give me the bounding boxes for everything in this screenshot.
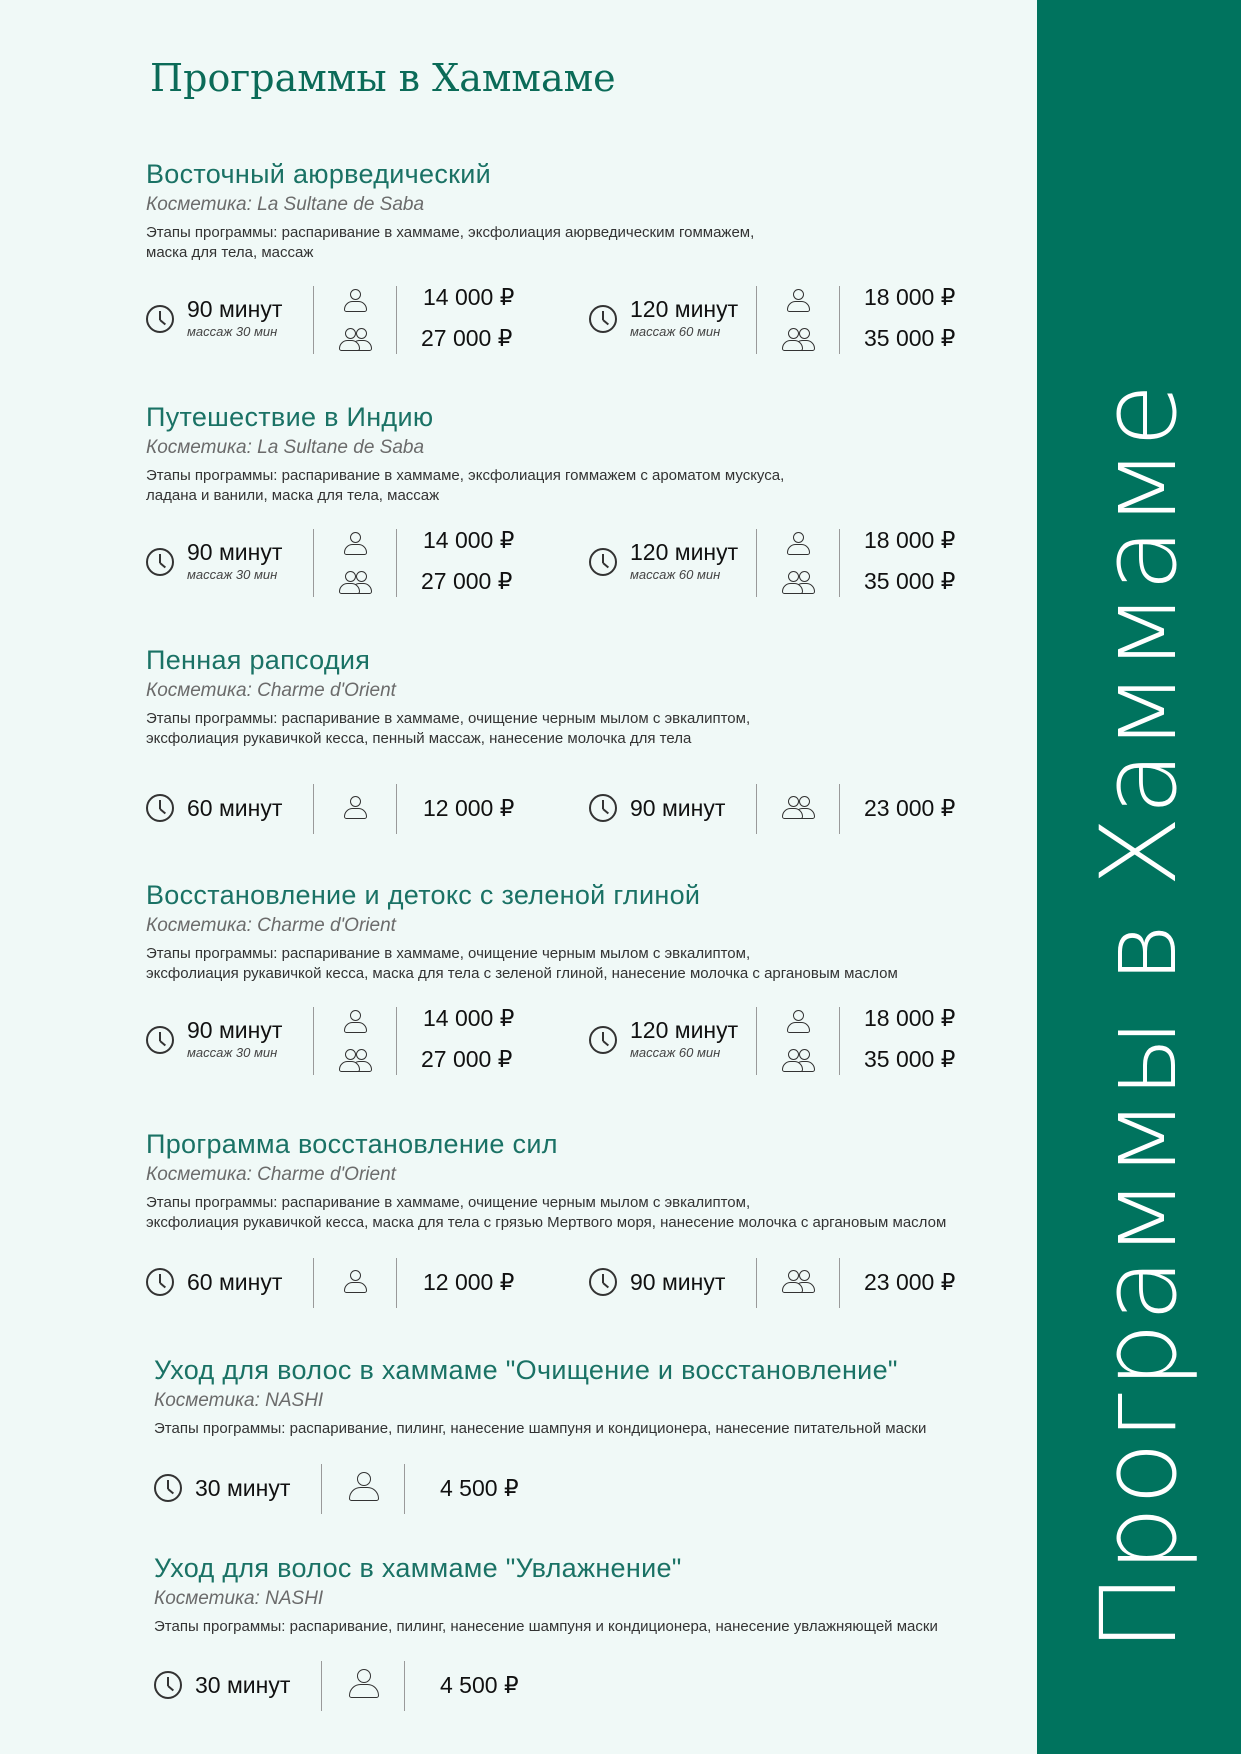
single-price: 14 000 ₽ <box>423 284 515 310</box>
clock-icon <box>146 1026 174 1054</box>
clock-icon <box>589 548 617 576</box>
single-price: 14 000 ₽ <box>423 1005 515 1031</box>
couple-price: 27 000 ₽ <box>421 325 513 351</box>
divider <box>396 1007 397 1075</box>
divider <box>321 1661 322 1711</box>
clock-icon <box>146 1268 174 1296</box>
divider <box>313 1007 314 1075</box>
duration: 90 минут <box>187 296 283 322</box>
program-stages <box>154 1617 1034 1637</box>
program-stages-line: Этапы программы: распаривание в хаммаме, эксфолиация гоммажем с ароматом мускуса, <box>146 467 785 484</box>
duration: 90 минут <box>187 539 283 565</box>
divider <box>839 529 840 597</box>
program-cosmetics: Косметика: Charme d'Orient <box>146 680 396 701</box>
divider <box>756 784 757 834</box>
program-stages-line: Этапы программы: распаривание, пилинг, нанесение шампуня и кондиционера, нанесение питательной маски <box>154 1420 927 1437</box>
program-stages <box>146 466 1026 506</box>
program-title: Уход для волос в хаммаме "Очищение и восстановление" <box>154 1355 898 1385</box>
program-card <box>146 158 1026 358</box>
divider <box>756 529 757 597</box>
divider <box>839 1258 840 1308</box>
divider <box>396 286 397 354</box>
price-row <box>146 284 1026 356</box>
program-cosmetics: Косметика: Charme d'Orient <box>146 915 396 936</box>
program-stages-line: эксфолиация рукавичкой кесса, маска для тела с зеленой глиной, нанесение молочка с аргановым маслом <box>146 965 898 982</box>
program-title: Уход для волос в хаммаме "Увлажнение" <box>154 1553 682 1583</box>
clock-icon <box>146 305 174 333</box>
program-stages <box>146 944 1026 984</box>
price: 12 000 ₽ <box>423 1269 515 1295</box>
single-price: 14 000 ₽ <box>423 527 515 553</box>
couple-price: 27 000 ₽ <box>421 1046 513 1072</box>
program-card <box>154 1354 1034 1524</box>
duration: 120 минут <box>630 296 739 322</box>
clock-icon <box>589 1026 617 1054</box>
program-stages-line: эксфолиация рукавичкой кесса, пенный массаж, нанесение молочка для тела <box>146 730 692 747</box>
massage-note: массаж 60 мин <box>630 1045 721 1060</box>
page-title: Программы в Хаммаме <box>150 56 616 100</box>
price-row <box>146 782 1026 834</box>
divider <box>404 1464 405 1514</box>
program-stages <box>146 709 1026 749</box>
price: 4 500 ₽ <box>440 1475 519 1501</box>
price-row <box>146 1005 1026 1077</box>
duration: 120 минут <box>630 1017 739 1043</box>
sidebar-vertical-title: Программы в Хаммаме <box>1078 382 1200 1652</box>
couple-price: 35 000 ₽ <box>864 568 956 594</box>
duration: 120 минут <box>630 539 739 565</box>
divider <box>313 529 314 597</box>
massage-note: массаж 30 мин <box>187 1045 278 1060</box>
clock-icon <box>146 794 174 822</box>
couple-price: 35 000 ₽ <box>864 325 956 351</box>
program-stages-line: Этапы программы: распаривание, пилинг, нанесение шампуня и кондиционера, нанесение увлажняющей маски <box>154 1618 938 1635</box>
program-stages <box>146 1193 1026 1233</box>
price-row <box>154 1462 1034 1514</box>
divider <box>313 1258 314 1308</box>
divider <box>756 1007 757 1075</box>
divider <box>313 784 314 834</box>
divider <box>396 1258 397 1308</box>
program-title: Восточный аюрведический <box>146 159 492 189</box>
divider <box>396 784 397 834</box>
duration: 30 минут <box>195 1672 291 1698</box>
divider <box>404 1661 405 1711</box>
couple-price: 27 000 ₽ <box>421 568 513 594</box>
price-row <box>146 527 1026 599</box>
program-title: Пенная рапсодия <box>146 645 371 675</box>
duration: 60 минут <box>187 795 283 821</box>
divider <box>756 1258 757 1308</box>
duration: 90 минут <box>630 1269 726 1295</box>
massage-note: массаж 60 мин <box>630 324 721 339</box>
program-stages-line: эксфолиация рукавичкой кесса, маска для тела с грязью Мертвого моря, нанесение молочка с аргановым маслом <box>146 1214 947 1231</box>
program-stages-line: ладана и ванили, маска для тела, массаж <box>146 487 440 504</box>
program-card <box>154 1552 1034 1722</box>
duration: 60 минут <box>187 1269 283 1295</box>
divider <box>839 784 840 834</box>
program-title: Программа восстановление сил <box>146 1129 558 1159</box>
divider <box>839 286 840 354</box>
program-stages-line: Этапы программы: распаривание в хаммаме, эксфолиация аюрведическим гоммажем, <box>146 224 755 241</box>
clock-icon <box>589 1268 617 1296</box>
program-stages-line: Этапы программы: распаривание в хаммаме, очищение черным мылом с эвкалиптом, <box>146 1194 751 1211</box>
massage-note: массаж 30 мин <box>187 567 278 582</box>
massage-note: массаж 60 мин <box>630 567 721 582</box>
price: 23 000 ₽ <box>864 795 956 821</box>
program-cosmetics: Косметика: NASHI <box>154 1588 324 1609</box>
program-stages <box>154 1419 1034 1439</box>
program-stages-line: Этапы программы: распаривание в хаммаме, очищение черным мылом с эвкалиптом, <box>146 945 751 962</box>
clock-icon <box>154 1671 182 1699</box>
program-cosmetics: Косметика: Charme d'Orient <box>146 1164 396 1185</box>
clock-icon <box>146 548 174 576</box>
couple-price: 35 000 ₽ <box>864 1046 956 1072</box>
clock-icon <box>154 1474 182 1502</box>
divider <box>321 1464 322 1514</box>
single-price: 18 000 ₽ <box>864 527 956 553</box>
program-cosmetics: Косметика: La Sultane de Saba <box>146 437 425 458</box>
program-card <box>146 879 1026 1079</box>
clock-icon <box>589 794 617 822</box>
duration: 90 минут <box>630 795 726 821</box>
price-row <box>154 1659 1034 1711</box>
program-stages-line: маска для тела, массаж <box>146 244 314 261</box>
program-stages <box>146 223 1026 263</box>
program-card <box>146 401 1026 601</box>
price: 4 500 ₽ <box>440 1672 519 1698</box>
single-price: 18 000 ₽ <box>864 284 956 310</box>
clock-icon <box>589 305 617 333</box>
price: 12 000 ₽ <box>423 795 515 821</box>
divider <box>756 286 757 354</box>
program-title: Путешествие в Индию <box>146 402 434 432</box>
program-cosmetics: Косметика: La Sultane de Saba <box>146 194 425 215</box>
program-cosmetics: Косметика: NASHI <box>154 1390 324 1411</box>
divider <box>313 286 314 354</box>
divider <box>396 529 397 597</box>
program-card <box>146 644 1026 844</box>
price: 23 000 ₽ <box>864 1269 956 1295</box>
massage-note: массаж 30 мин <box>187 324 278 339</box>
duration: 90 минут <box>187 1017 283 1043</box>
divider <box>839 1007 840 1075</box>
price-row <box>146 1256 1026 1308</box>
program-stages-line: Этапы программы: распаривание в хаммаме, очищение черным мылом с эвкалиптом, <box>146 710 751 727</box>
program-card <box>146 1128 1026 1328</box>
single-price: 18 000 ₽ <box>864 1005 956 1031</box>
duration: 30 минут <box>195 1475 291 1501</box>
program-title: Восстановление и детокс с зеленой глиной <box>146 880 701 910</box>
